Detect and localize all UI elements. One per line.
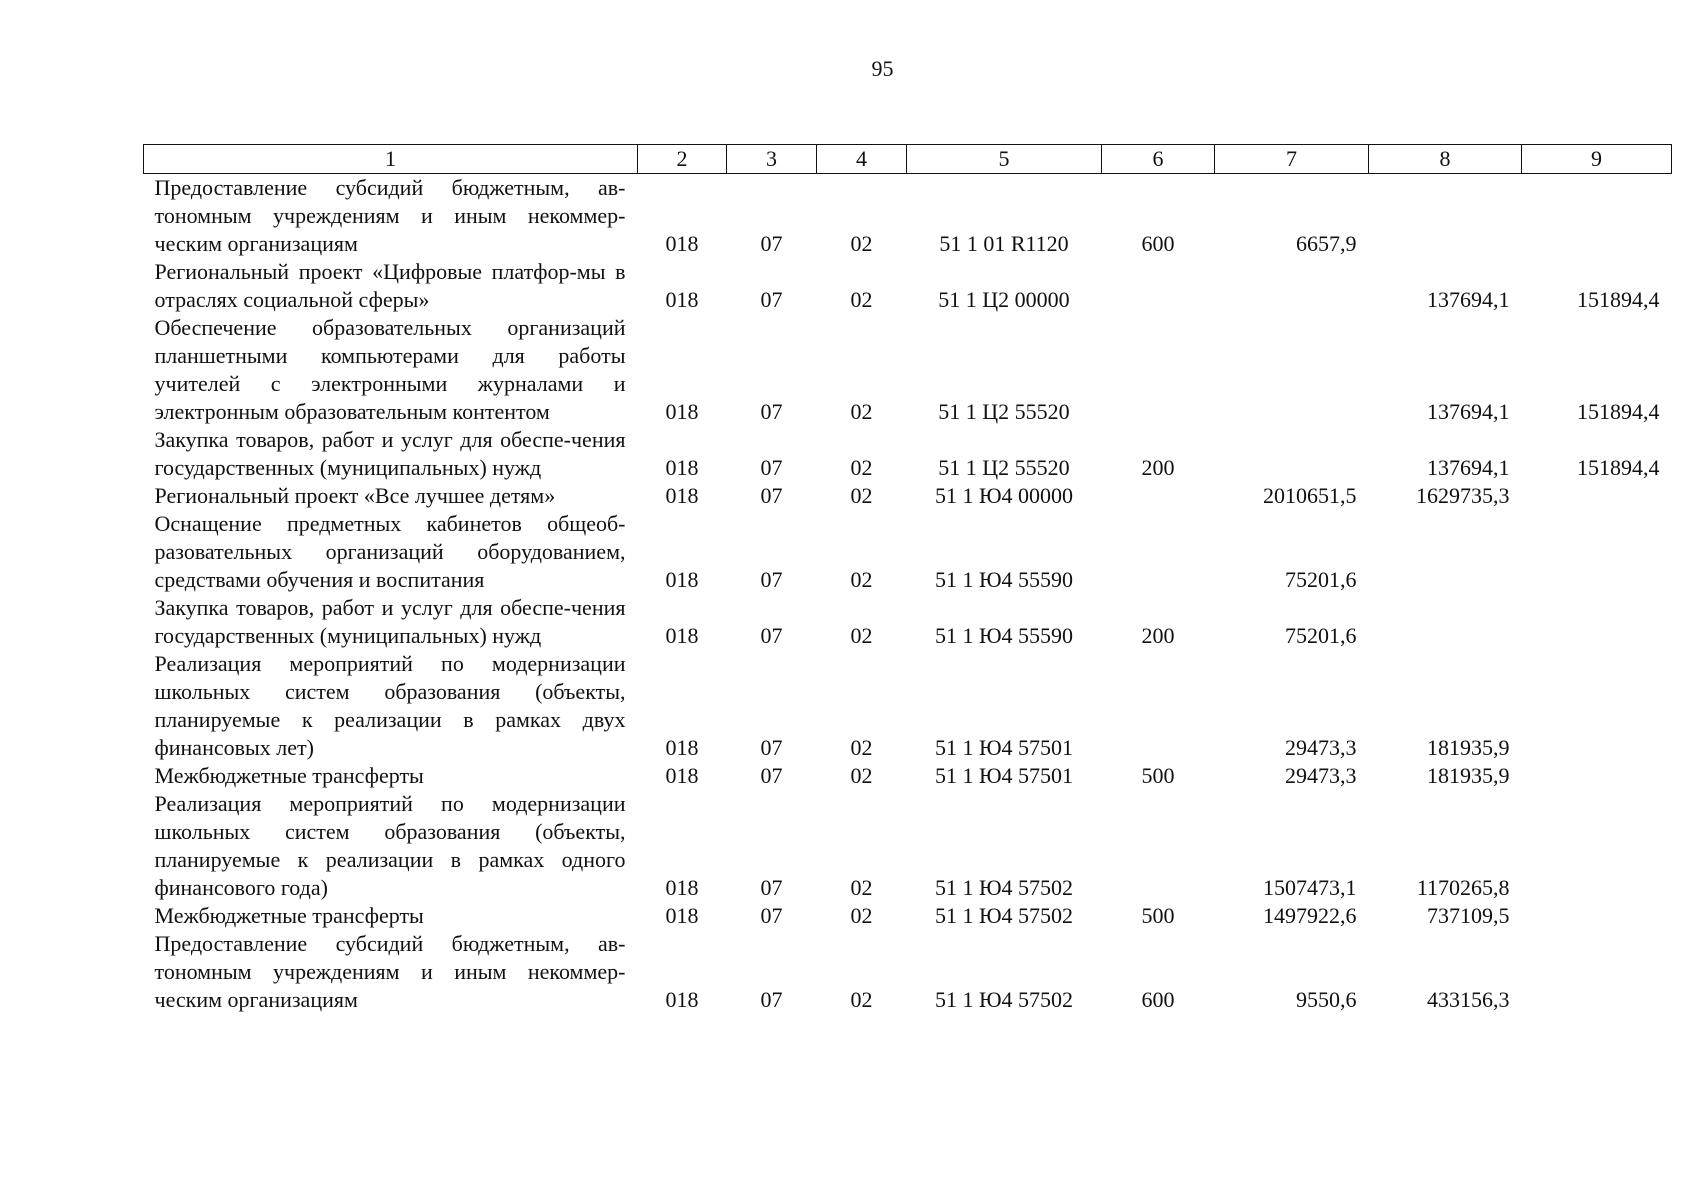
row-target-article: 51 1 Ю4 57502 [934, 903, 1074, 928]
row-amount-9 [1522, 594, 1672, 650]
table-body [144, 174, 1672, 1015]
row-target-article: 51 1 Ю4 57502 [934, 987, 1074, 1012]
row-target-article: 51 1 Ю4 55590 [934, 623, 1074, 648]
table-row [144, 790, 1672, 902]
row-amount-7: 1507473,1 [1263, 875, 1357, 900]
row-amount-7: 29473,3 [1285, 763, 1357, 788]
row-amount-8: 137694,1 [1427, 455, 1510, 480]
row-name: Предоставление субсидий бюджетным, ав-тономным учреждениям и иным некоммер-ческим организациям [154, 931, 626, 1012]
row-amount-9 [1522, 510, 1672, 594]
row-expense-type [1102, 650, 1215, 762]
row-subsection: 02 [850, 875, 873, 900]
row-expense-type [1102, 510, 1215, 594]
header-cell: 4 [817, 145, 907, 174]
row-expense-type: 500 [1141, 763, 1175, 788]
row-amount-7 [1215, 258, 1369, 314]
header-cell: 2 [638, 145, 727, 174]
row-amount-7 [1215, 426, 1369, 482]
row-amount-8: 137694,1 [1427, 287, 1510, 312]
row-target-article: 51 1 Ю4 57501 [934, 763, 1074, 788]
row-section: 07 [760, 875, 783, 900]
row-amount-9 [1522, 482, 1672, 510]
row-section: 07 [760, 763, 783, 788]
row-name: Предоставление субсидий бюджетным, ав-тономным учреждениям и иным некоммер-ческим организациям [154, 175, 626, 256]
header-cell: 5 [907, 145, 1102, 174]
row-amount-8: 137694,1 [1427, 399, 1510, 424]
row-section: 07 [760, 287, 783, 312]
table-row [144, 258, 1672, 314]
row-amount-9 [1522, 902, 1672, 930]
row-section: 07 [760, 735, 783, 760]
row-amount-7: 75201,6 [1285, 623, 1357, 648]
row-amount-7: 6657,9 [1296, 231, 1357, 256]
table-row [144, 594, 1672, 650]
row-admin-code: 018 [665, 735, 699, 760]
row-amount-8: 1629735,3 [1416, 483, 1510, 508]
row-amount-7 [1215, 314, 1369, 426]
row-subsection: 02 [850, 287, 873, 312]
row-amount-8 [1369, 174, 1522, 259]
row-amount-7: 9550,6 [1296, 987, 1357, 1012]
row-amount-7: 1497922,6 [1263, 903, 1357, 928]
row-target-article: 51 1 Ю4 00000 [934, 483, 1074, 508]
row-name: Закупка товаров, работ и услуг для обеспе-чения государственных (муниципальных) нужд [154, 427, 626, 480]
row-admin-code: 018 [665, 287, 699, 312]
row-amount-9: 151894,4 [1577, 287, 1660, 312]
budget-table [143, 144, 1672, 1014]
row-expense-type [1102, 482, 1215, 510]
row-section: 07 [760, 399, 783, 424]
header-cell: 3 [727, 145, 817, 174]
row-amount-9 [1522, 930, 1672, 1014]
row-admin-code: 018 [665, 763, 699, 788]
row-target-article: 51 1 Ю4 55590 [934, 567, 1074, 592]
header-cell: 1 [144, 145, 638, 174]
row-section: 07 [760, 483, 783, 508]
row-amount-7: 75201,6 [1285, 567, 1357, 592]
row-amount-9: 151894,4 [1577, 455, 1660, 480]
header-cell: 6 [1102, 145, 1215, 174]
row-name: Обеспечение образовательных организаций планшетными компьютерами для работы учителей с электронными журналами и электронным образовательным контентом [154, 315, 626, 424]
row-expense-type: 200 [1141, 623, 1175, 648]
row-amount-8: 181935,9 [1427, 763, 1510, 788]
row-name: Реализация мероприятий по модернизации школьных систем образования (объекты, планируемые к реализации в рамках двух финансовых лет) [154, 651, 626, 760]
row-amount-8 [1369, 594, 1522, 650]
row-admin-code: 018 [665, 231, 699, 256]
table-row [144, 650, 1672, 762]
row-name: Региональный проект «Все лучшее детям» [154, 483, 556, 508]
row-amount-7: 29473,3 [1285, 735, 1357, 760]
row-amount-9 [1522, 762, 1672, 790]
row-subsection: 02 [850, 623, 873, 648]
row-amount-9 [1522, 174, 1672, 259]
row-section: 07 [760, 623, 783, 648]
row-subsection: 02 [850, 455, 873, 480]
table-row [144, 314, 1672, 426]
row-amount-8 [1369, 510, 1522, 594]
row-subsection: 02 [850, 231, 873, 256]
page-number: 95 [871, 56, 894, 81]
row-admin-code: 018 [665, 399, 699, 424]
row-section: 07 [760, 231, 783, 256]
table-row [144, 482, 1672, 510]
row-admin-code: 018 [665, 987, 699, 1012]
row-name: Закупка товаров, работ и услуг для обеспе-чения государственных (муниципальных) нужд [154, 595, 626, 648]
row-expense-type: 600 [1141, 231, 1175, 256]
row-target-article: 51 1 Ц2 55520 [938, 399, 1070, 424]
header-cell: 7 [1215, 145, 1369, 174]
row-expense-type [1102, 790, 1215, 902]
table-row [144, 930, 1672, 1014]
row-target-article: 51 1 Ю4 57502 [934, 875, 1074, 900]
row-amount-8: 433156,3 [1427, 987, 1510, 1012]
header-cell: 8 [1369, 145, 1522, 174]
row-section: 07 [760, 567, 783, 592]
row-section: 07 [760, 987, 783, 1012]
row-target-article: 51 1 01 R1120 [939, 231, 1069, 256]
table-row [144, 426, 1672, 482]
header-row [144, 145, 1672, 174]
row-name: Межбюджетные трансферты [154, 903, 424, 928]
row-expense-type: 600 [1141, 987, 1175, 1012]
row-expense-type: 200 [1141, 455, 1175, 480]
row-subsection: 02 [850, 763, 873, 788]
row-amount-8: 181935,9 [1427, 735, 1510, 760]
row-subsection: 02 [850, 567, 873, 592]
row-section: 07 [760, 455, 783, 480]
row-amount-9: 151894,4 [1577, 399, 1660, 424]
row-amount-8: 737109,5 [1427, 903, 1510, 928]
row-target-article: 51 1 Ц2 00000 [938, 287, 1070, 312]
row-expense-type: 500 [1141, 903, 1175, 928]
row-subsection: 02 [850, 735, 873, 760]
row-name: Оснащение предметных кабинетов общеоб-разовательных организаций оборудованием, средствами обучения и воспитания [154, 511, 626, 592]
table-row [144, 510, 1672, 594]
table-row [144, 902, 1672, 930]
row-admin-code: 018 [665, 875, 699, 900]
table-row [144, 762, 1672, 790]
row-name: Межбюджетные трансферты [154, 763, 424, 788]
row-amount-7: 2010651,5 [1263, 483, 1357, 508]
table-row [144, 174, 1672, 259]
row-section: 07 [760, 903, 783, 928]
row-amount-8: 1170265,8 [1416, 875, 1510, 900]
row-amount-9 [1522, 790, 1672, 902]
row-admin-code: 018 [665, 903, 699, 928]
row-subsection: 02 [850, 399, 873, 424]
row-subsection: 02 [850, 903, 873, 928]
row-target-article: 51 1 Ю4 57501 [934, 735, 1074, 760]
row-subsection: 02 [850, 987, 873, 1012]
row-expense-type [1102, 314, 1215, 426]
row-target-article: 51 1 Ц2 55520 [938, 455, 1070, 480]
row-amount-9 [1522, 650, 1672, 762]
row-name: Региональный проект «Цифровые платфор-мы в отраслях социальной сферы» [154, 259, 626, 312]
row-admin-code: 018 [665, 483, 699, 508]
row-admin-code: 018 [665, 623, 699, 648]
row-admin-code: 018 [665, 567, 699, 592]
row-expense-type [1102, 258, 1215, 314]
row-admin-code: 018 [665, 455, 699, 480]
row-subsection: 02 [850, 483, 873, 508]
row-name: Реализация мероприятий по модернизации школьных систем образования (объекты, планируемые к реализации в рамках одного финансового года) [154, 791, 626, 900]
header-cell: 9 [1522, 145, 1672, 174]
